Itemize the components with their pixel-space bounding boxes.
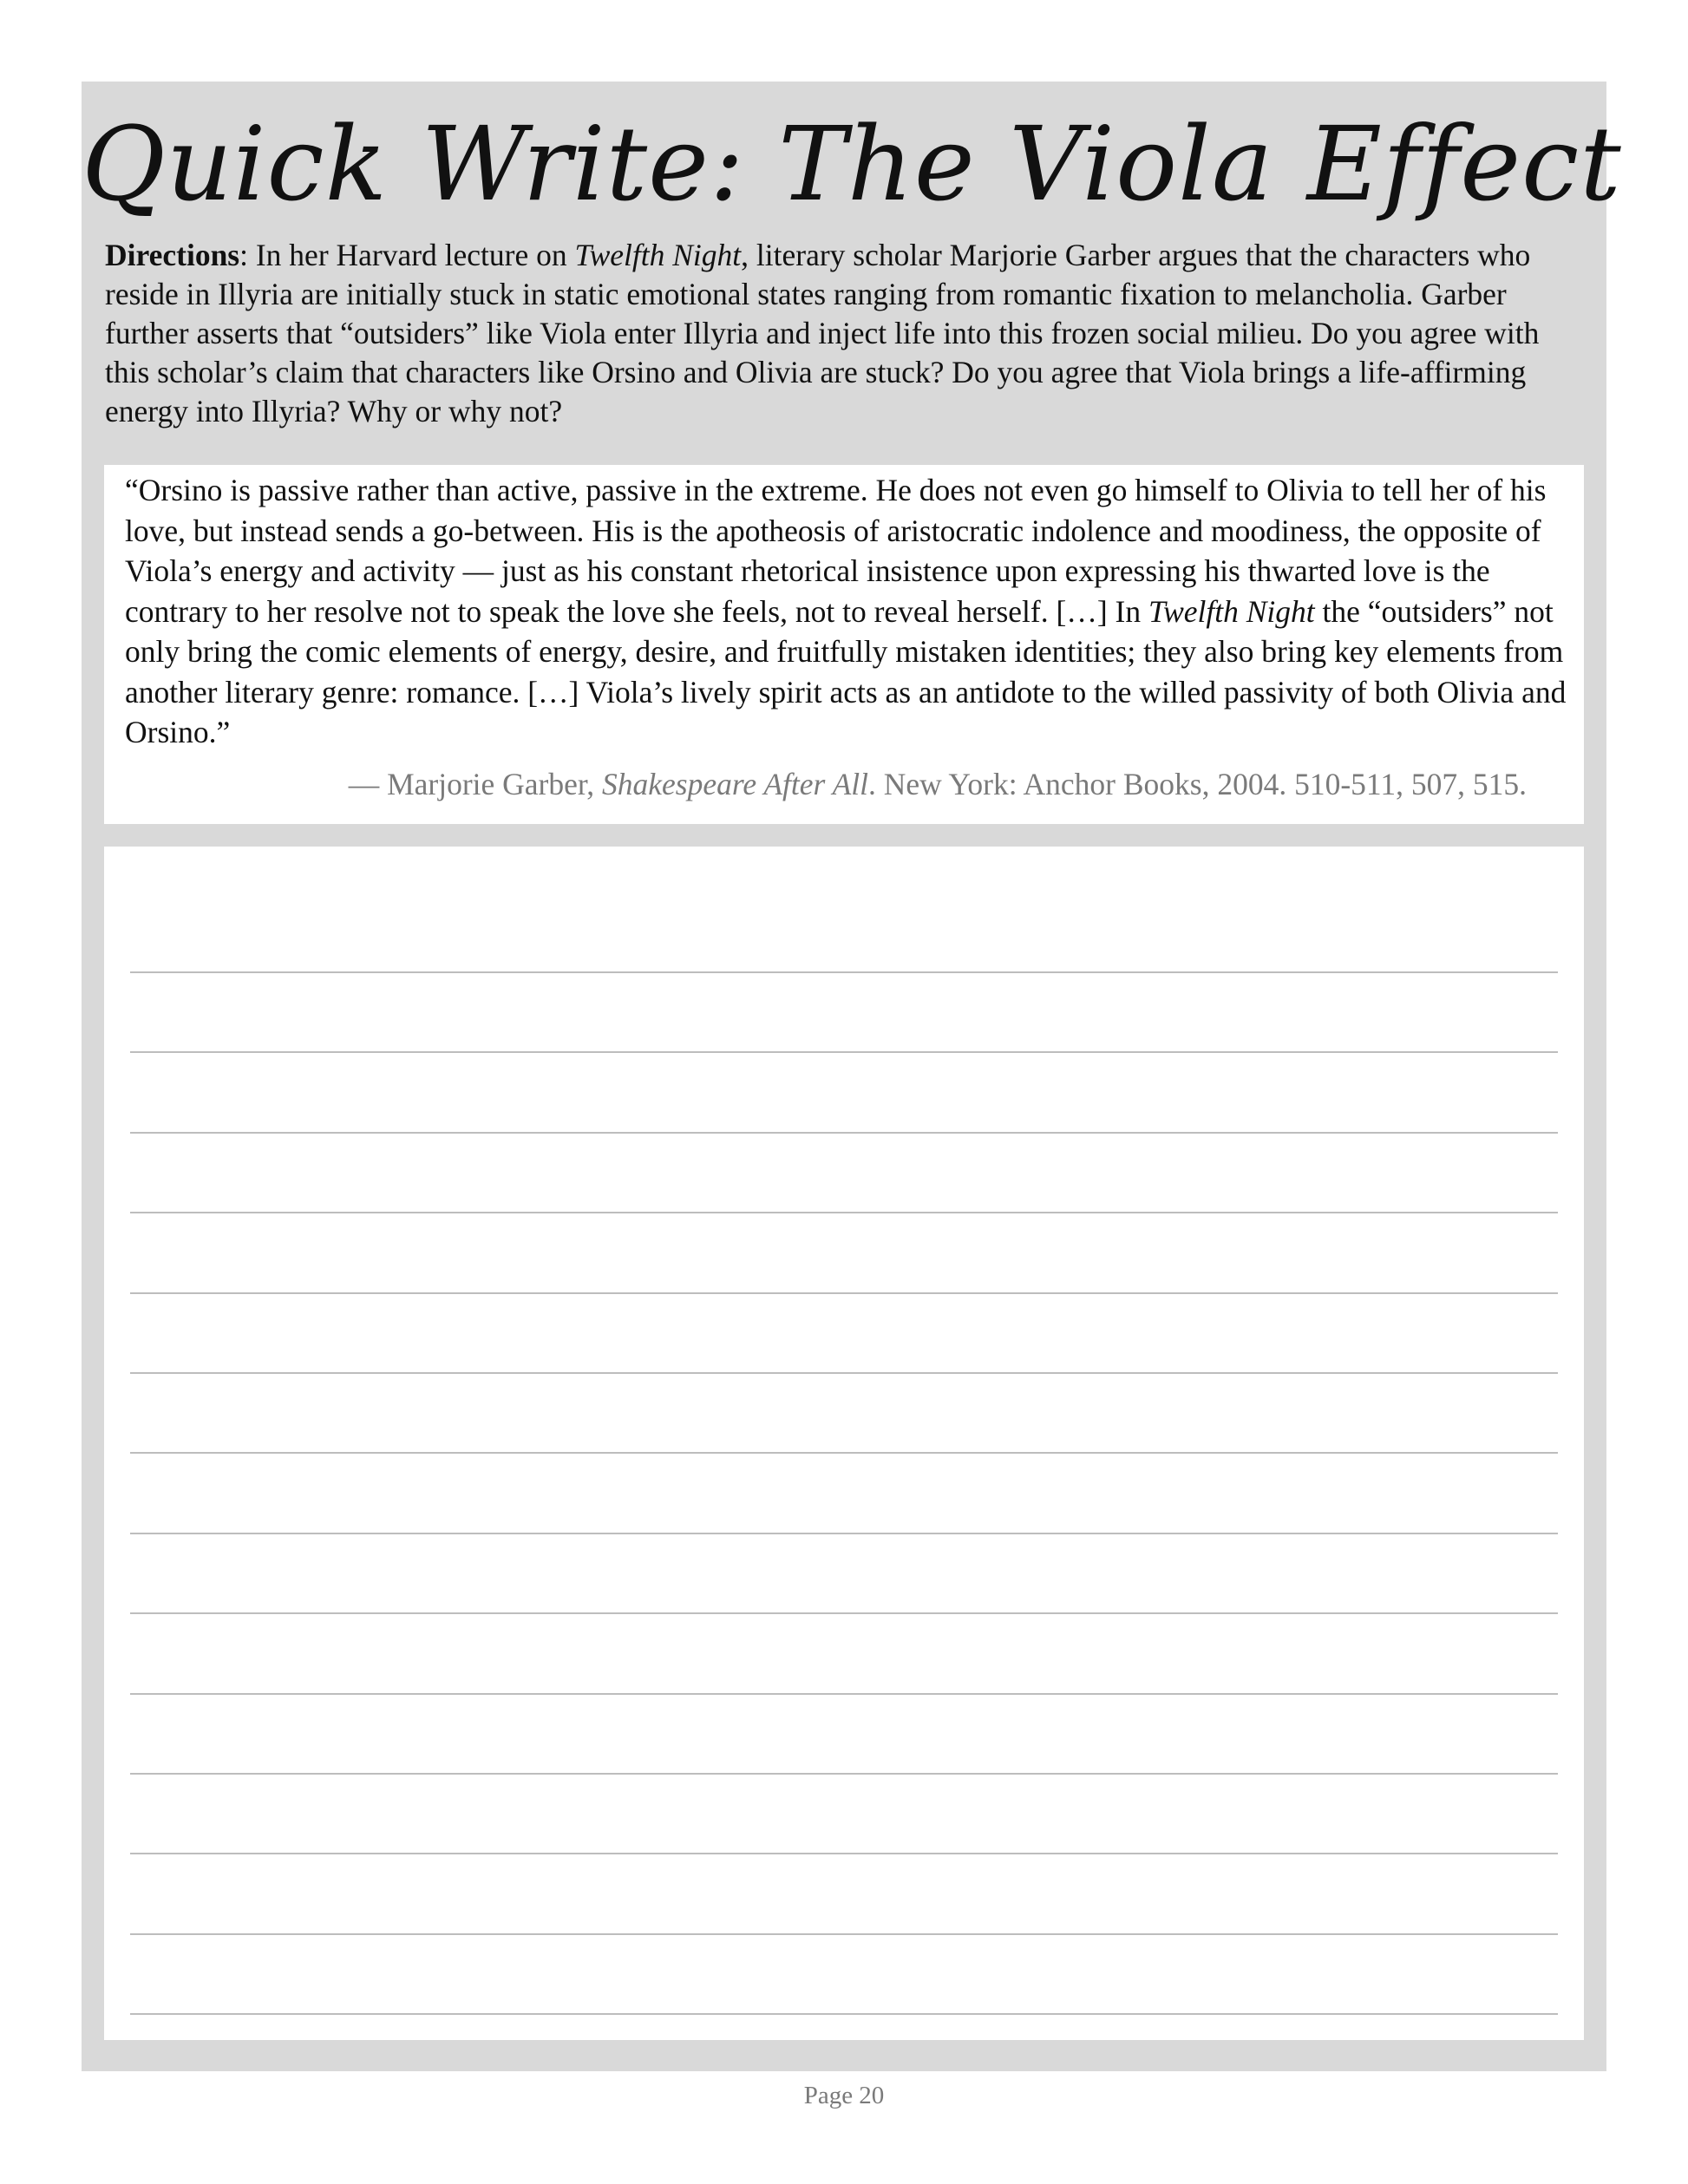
answer-line[interactable] (130, 1853, 1558, 1854)
page-number: Page 20 (803, 2082, 885, 2109)
quote-text (125, 470, 1567, 753)
quote-text-start: “Orsino is passive rather than active, passive in the extreme. He does not even go himself to Olivia to tell her of his love, but instead sends a go-between. His is the apotheosis of aristocratic indolence and moodiness, the opposite of Viola’s energy and activity — just as his constant rhetorical insistence upon expressing his thwarted love is the contrary to her resolve not to speak the love she feels, not to reveal herself. […] In (125, 473, 1547, 629)
writing-area[interactable] (104, 847, 1584, 2040)
citation-publication: . New York: Anchor Books, 2004. 510-511, 507, 515. (868, 767, 1527, 801)
answer-line[interactable] (130, 2013, 1558, 2015)
answer-line[interactable] (130, 1132, 1558, 1134)
answer-line[interactable] (130, 1292, 1558, 1294)
answer-line[interactable] (130, 1452, 1558, 1454)
answer-line[interactable] (130, 1612, 1558, 1614)
citation-author: — Marjorie Garber, (348, 767, 603, 801)
quote-text-end: the “outsiders” not only bring the comic elements of energy, desire, and fruitfully mistaken identities; they also bring key elements from another literary genre: romance. […] Viola’s lively spirit acts as an antidote to the willed passivity of both Olivia and Orsino.” (125, 593, 1567, 749)
answer-line[interactable] (130, 1372, 1558, 1374)
quote-play-title: Twelfth Night (1148, 593, 1315, 629)
answer-line[interactable] (130, 1933, 1558, 1935)
citation-book-title: Shakespeare After All (602, 767, 868, 801)
quote-box (104, 465, 1584, 824)
answer-line[interactable] (130, 1773, 1558, 1775)
answer-line[interactable] (130, 1212, 1558, 1213)
directions-text-end: , literary scholar Marjorie Garber argues that the characters who reside in Illyria are initially stuck in static emotional states ranging from romantic fixation to melancholia. Garber further asserts that “outsiders” like Viola enter Illyria and inject life into this frozen social milieu. Do you agree with this scholar’s claim that characters like Orsino and Olivia are stuck? Do you agree that Viola brings a life-affirming energy into Illyria? Why or why not? (105, 238, 1540, 428)
page-title: Quick Write: The Viola Effect (82, 104, 1622, 224)
quote-citation (104, 764, 1527, 804)
answer-line[interactable] (130, 971, 1558, 973)
directions-label: Directions (105, 238, 240, 272)
answer-line[interactable] (130, 1051, 1558, 1053)
answer-line[interactable] (130, 1533, 1558, 1534)
directions-paragraph (105, 236, 1588, 431)
directions-text-start: : In her Harvard lecture on (239, 238, 575, 272)
worksheet-panel (82, 82, 1622, 2071)
answer-line[interactable] (130, 1693, 1558, 1695)
directions-play-title: Twelfth Night (574, 238, 742, 272)
